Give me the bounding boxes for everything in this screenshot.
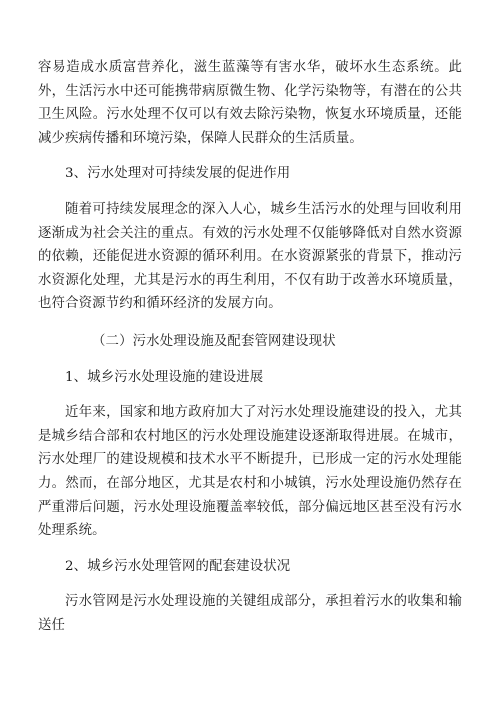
heading-facility-construction-progress: 1、城乡污水处理设施的建设进展	[65, 369, 264, 385]
paragraph-sustainable-development: 随着可持续发展理念的深入人心，城乡生活污水的处理与回收利用逐渐成为社会关注的重点。有效的污水处理不仅能够降低对自然水资源的依赖，还能促进水资源的循环利用。在水资源紧张的背景下，推动污水资源化处理，尤其是污水的再生利用，不仅有助于改善水环境质量，也符合资源节约和循环经济的发展方向。	[38, 201, 462, 312]
document-page	[38, 56, 462, 637]
section-heading-facilities-status: （二）污水处理设施及配套管网建设现状	[92, 333, 336, 349]
heading-sustainable-development: 3、污水处理对可持续发展的促进作用	[65, 166, 291, 182]
paragraph-facility-construction-progress: 近年来，国家和地方政府加大了对污水处理设施建设的投入，尤其是城乡结合部和农村地区的污水处理设施建设逐渐取得进展。在城市，污水处理厂的建设规模和技术水平不断提升，已形成一定的污水处理能力。然而，在部分地区，尤其是农村和小城镇，污水处理设施仍然存在严重滞后问题，污水处理设施覆盖率较低，部分偏远地区甚至没有污水处理系统。	[38, 405, 462, 539]
paragraph-pipe-network: 污水管网是污水处理设施的关键组成部分，承担着污水的收集和输送任	[38, 594, 462, 633]
paragraph-water-pollution-risk: 容易造成水质富营养化，滋生蓝藻等有害水华，破坏水生态系统。此外，生活污水中还可能携带病原微生物、化学污染物等，有潜在的公共卫生风险。污水处理不仅可以有效去除污染物，恢复水环境质量，还能减少疾病传播和环境污染，保障人民群众的生活质量。	[38, 60, 462, 146]
heading-pipe-network-status: 2、城乡污水处理管网的配套建设状况	[65, 558, 291, 574]
